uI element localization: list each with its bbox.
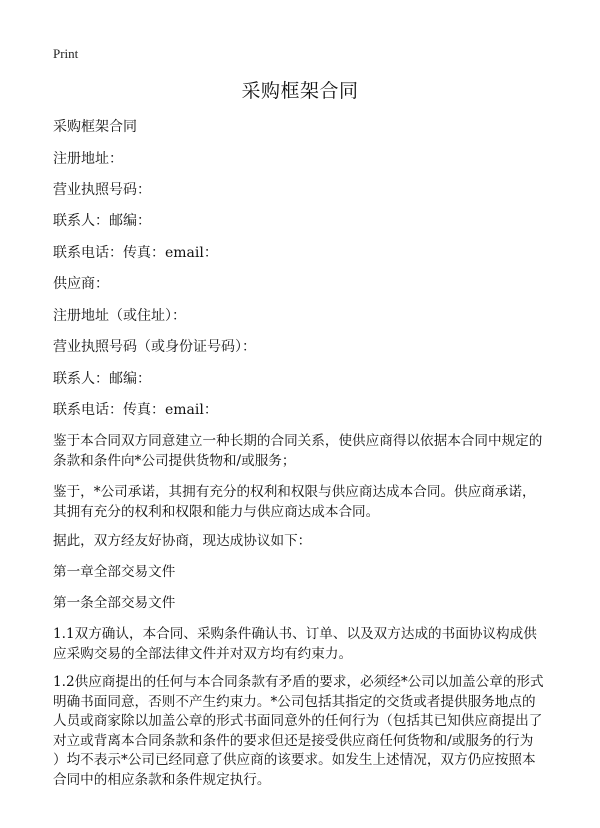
paragraph-row: 合同中的相应条款和条件规定执行。	[53, 771, 271, 788]
clause-1-1	[53, 625, 558, 664]
paragraph-row: 1.1双方确认，本合同、采购条件确认书、订单、以及双方达成的书面协议构成供	[53, 626, 537, 642]
paragraph-row: 明确书面同意，否则不产生约束力。*公司包括其指定的交货或者提供服务地点的	[53, 693, 536, 710]
paragraph-row: 条款和条件向*公司提供货物和/或服务；	[53, 452, 296, 469]
paragraph-row: 人员或商家除以加盖公章的形式书面同意外的任何行为（包括其已知供应商提出了	[53, 713, 543, 729]
doc-line-buyer-address: 注册地址：	[53, 151, 123, 167]
doc-line-supplier-contact: 联系人：邮编：	[53, 371, 151, 387]
doc-line-supplier-phone: 联系电话：传真：email：	[53, 402, 218, 418]
doc-line-buyer-license: 营业执照号码：	[53, 182, 151, 198]
paragraph-row: 1.2供应商提出的任何与本合同条款有矛盾的要求，必须经*公司以加盖公章的形式	[53, 674, 544, 690]
paragraph-row: 应采购交易的全部法律文件并对双方均有约束力。	[53, 645, 353, 662]
chapter-heading	[53, 563, 558, 583]
doc-line-buyer-contact: 联系人：邮编：	[53, 213, 151, 229]
paragraph-row: 鉴于本合同双方同意建立一种长期的合同关系，使供应商得以依据本合同中规定的	[53, 433, 543, 449]
doc-line-supplier-license: 营业执照号码（或身份证号码）：	[53, 339, 256, 355]
paragraph-row: ）均不表示*公司已经同意了供应商的该要求。如发生上述情况，双方仍应按照本	[53, 752, 536, 768]
clause-1-2	[53, 673, 558, 790]
paragraph-row: 据此，双方经友好协商，现达成协议如下：	[53, 533, 312, 549]
paragraph-row: 其拥有充分的权利和权限和能力与供应商达成本合同。	[53, 503, 380, 520]
paragraph-row: 鉴于，*公司承诺，其拥有充分的权利和权限与供应商达成本合同。供应商承诺，	[53, 484, 536, 500]
document-title: 采购框架合同	[241, 80, 359, 102]
print-link[interactable]: Print	[53, 46, 79, 61]
paragraph-recital-1	[53, 432, 558, 471]
doc-line-supplier: 供应商：	[53, 276, 109, 292]
paragraph-row: 第一章全部交易文件	[53, 564, 176, 580]
paragraph-recital-2	[53, 483, 558, 522]
paragraph-row: 第一条全部交易文件	[53, 595, 176, 611]
doc-line-supplier-address: 注册地址（或住址）：	[53, 308, 186, 324]
doc-line-buyer-phone: 联系电话：传真：email：	[53, 245, 218, 261]
article-heading	[53, 594, 558, 614]
paragraph-row: 对立或背离本合同条款和条件的要求但还是接受供应商任何货物和/或服务的行为	[53, 732, 534, 749]
doc-line-subtitle: 采购框架合同	[53, 119, 137, 135]
paragraph-agreement-intro	[53, 532, 558, 552]
